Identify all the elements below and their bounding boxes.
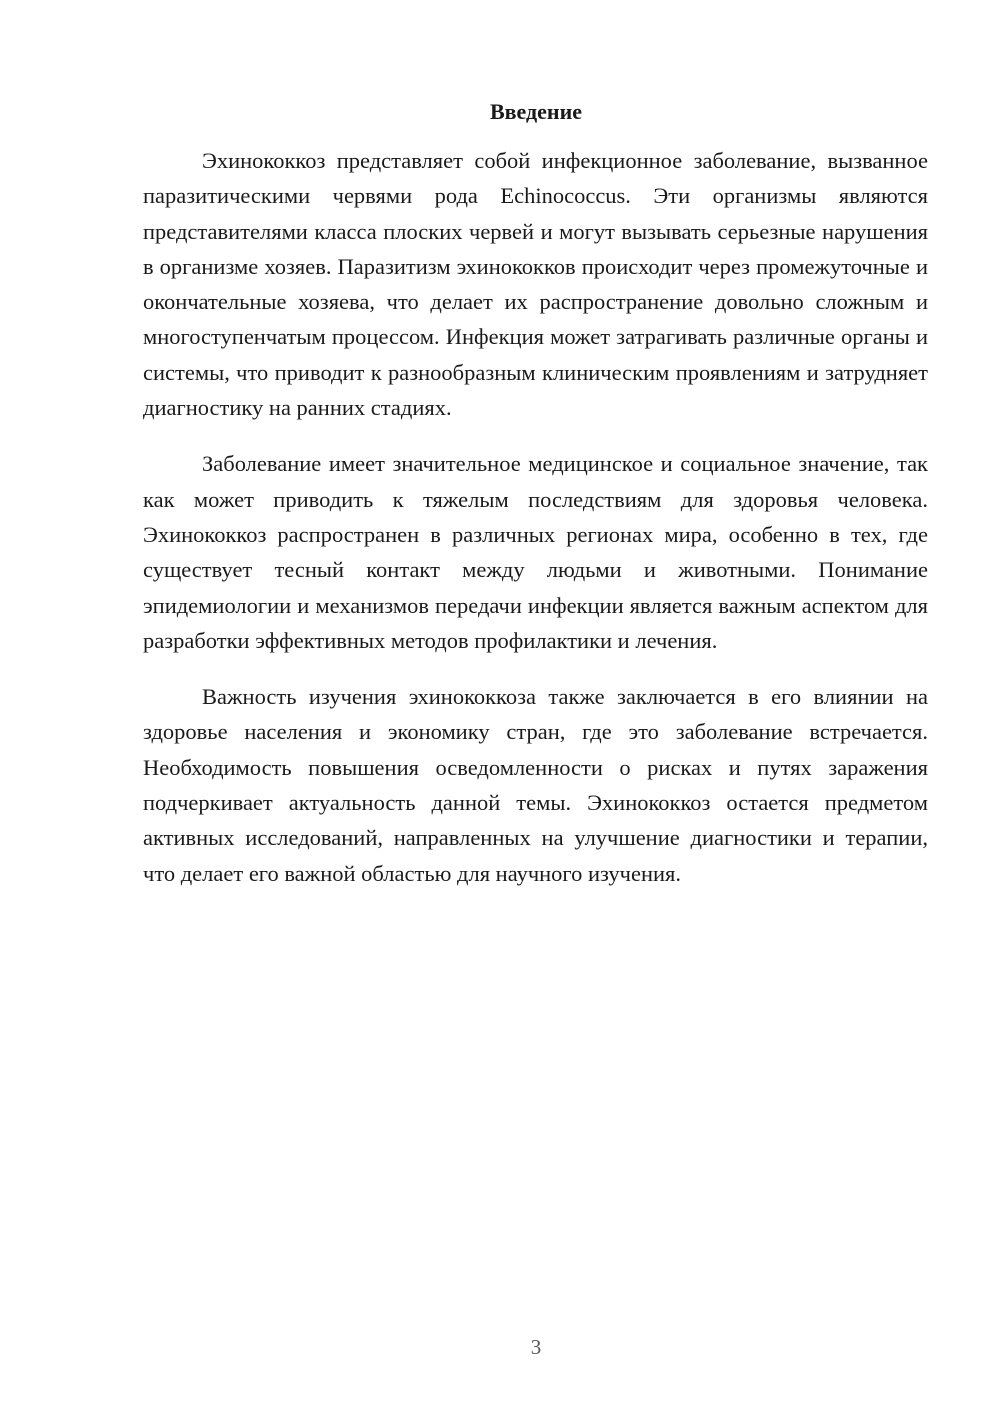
paragraph-2: Заболевание имеет значительное медицинское и социальное значение, так как может приводить к тяжелым последствиям для здоровья человека. Эхинококкоз распространен в различных регионах мира, особенно в тех, где существует тесный контакт между людьми и животными. Понимание эпидемиологии и механизмов передачи инфекции является важным аспектом для разработки эффективных методов профилактики и лечения. [143, 451, 928, 653]
body-text [143, 143, 928, 891]
section-heading: Введение [489, 99, 583, 124]
paragraph-3: Важность изучения эхинококкоза также заключается в его влиянии на здоровье населения и экономику стран, где это заболевание встречается. Необходимость повышения осведомленности о рисках и путях заражения подчеркивает актуальность данной темы. Эхинококкоз остается предметом активных исследований, направленных на улучшение диагностики и терапии, что делает его важной областью для научного изучения. [143, 684, 928, 886]
paragraph-1: Эхинококкоз представляет собой инфекционное заболевание, вызванное паразитическими червями рода Echinococcus. Эти организмы являются представителями класса плоских червей и могут вызывать серьезные нарушения в организме хозяев. Паразитизм эхинококков происходит через промежуточные и окончательные хозяева, что делает их распространение довольно сложным и многоступенчатым процессом. Инфекция может затрагивать различные органы и системы, что приводит к разнообразным клиническим проявлениям и затрудняет диагностику на ранних стадиях. [143, 148, 928, 421]
page-number: 3 [530, 1335, 542, 1359]
